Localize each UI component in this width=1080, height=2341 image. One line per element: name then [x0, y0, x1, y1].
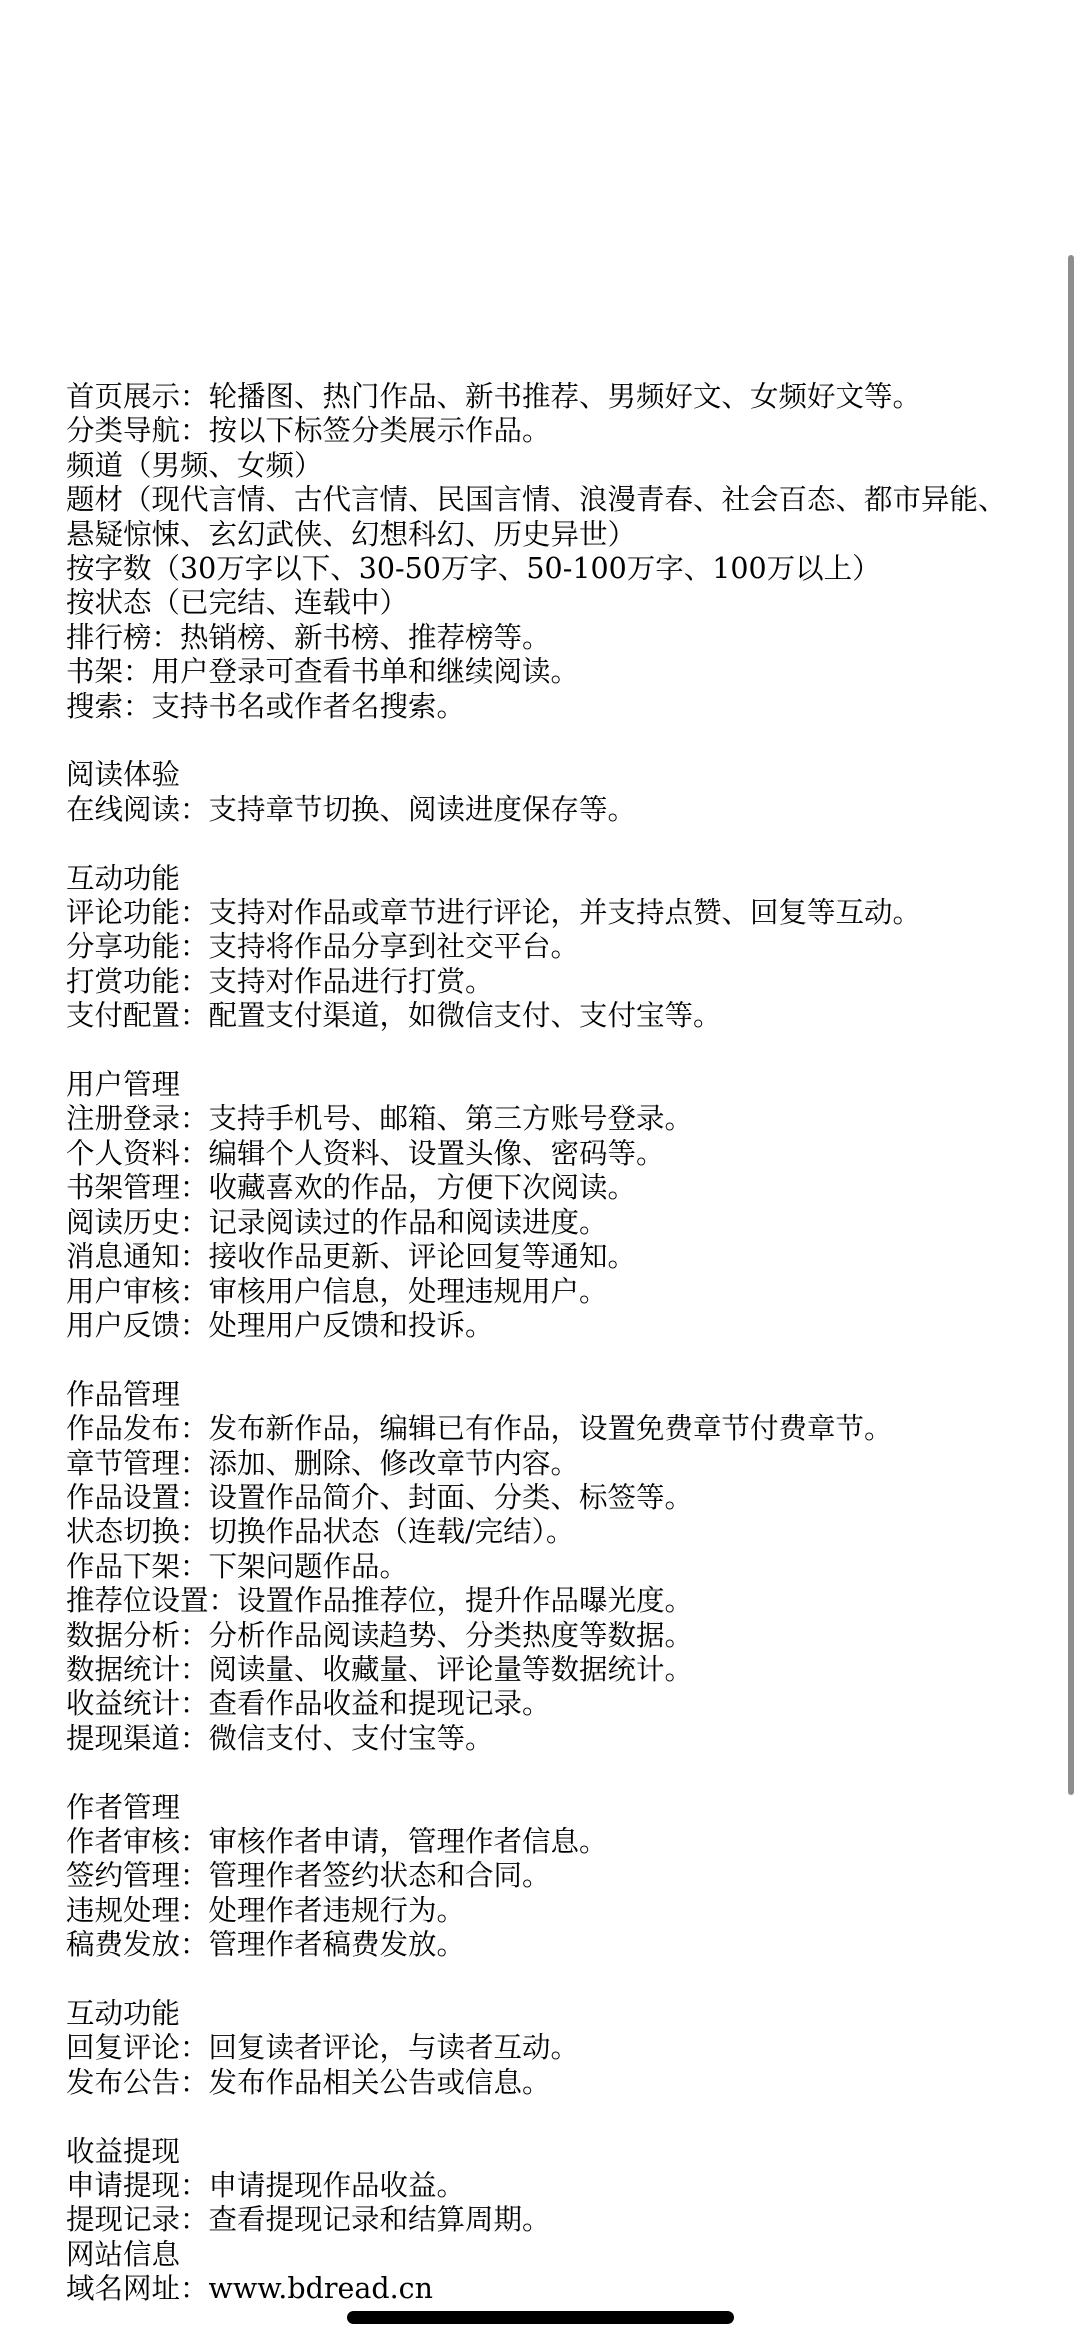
section-user-management [66, 1068, 1026, 1343]
text-line: 首页展示：轮播图、热门作品、新书推荐、男频好文、女频好文等。 [66, 380, 922, 413]
website-url: 域名网址：www.bdread.cn [66, 2272, 433, 2306]
vertical-scrollbar[interactable] [1068, 255, 1074, 1795]
text-line: 评论功能：支持对作品或章节进行评论，并支持点赞、回复等互动。 [66, 896, 922, 930]
text-line: 发布公告：发布作品相关公告或信息。 [66, 2065, 551, 2099]
section-author-management [66, 1791, 1026, 1963]
text-line: 打赏功能：支持对作品进行打赏。 [66, 964, 494, 998]
text-line: 频道（男频、女频） [66, 448, 323, 482]
text-line: 消息通知：接收作品更新、评论回复等通知。 [66, 1240, 637, 1274]
paragraph-gap [66, 2100, 1026, 2134]
text-line: 书架：用户登录可查看书单和继续阅读。 [66, 655, 580, 689]
text-line: 提现渠道：微信支付、支付宝等。 [66, 1721, 494, 1755]
document-body [66, 380, 1026, 2307]
home-indicator[interactable] [347, 2311, 734, 2324]
text-line: 章节管理：添加、删除、修改章节内容。 [66, 1446, 580, 1480]
text-line: 题材（现代言情、古代言情、民国言情、浪漫青春、社会百态、都市异能、悬疑惊悚、玄幻武侠、幻想科幻、历史异世） [66, 483, 1007, 551]
text-line: 数据统计：阅读量、收藏量、评论量等数据统计。 [66, 1652, 694, 1686]
paragraph-gap [66, 1343, 1026, 1377]
text-line: 书架管理：收藏喜欢的作品，方便下次阅读。 [66, 1171, 637, 1205]
text-line: 作品设置：设置作品简介、封面、分类、标签等。 [66, 1480, 694, 1514]
text-line: 稿费发放：管理作者稿费发放。 [66, 1928, 466, 1962]
paragraph-gap [66, 1756, 1026, 1790]
text-line: 回复评论：回复读者评论，与读者互动。 [66, 2031, 580, 2065]
section-work-management [66, 1378, 1026, 1756]
section-withdrawal [66, 2135, 1026, 2307]
section-heading: 作者管理 [66, 1790, 181, 1824]
text-line: 提现记录：查看提现记录和结算周期。 [66, 2203, 551, 2237]
text-line: 注册登录：支持手机号、邮箱、第三方账号登录。 [66, 1102, 694, 1136]
text-line: 排行榜：热销榜、新书榜、推荐榜等。 [66, 620, 551, 654]
section-overview [66, 380, 1026, 724]
section-author-interaction [66, 1997, 1026, 2100]
text-line: 用户反馈：处理用户反馈和投诉。 [66, 1308, 494, 1342]
text-line: 分类导航：按以下标签分类展示作品。 [66, 414, 551, 448]
section-heading: 作品管理 [66, 1377, 181, 1411]
paragraph-gap [66, 1963, 1026, 1997]
section-heading: 互动功能 [66, 861, 181, 895]
section-heading: 互动功能 [66, 1997, 181, 2030]
text-line: 申请提现：申请提现作品收益。 [66, 2169, 466, 2203]
text-line: 收益统计：查看作品收益和提现记录。 [66, 1687, 551, 1721]
text-line: 按字数（30万字以下、30-50万字、50-100万字、100万以上） [66, 552, 881, 586]
text-line: 用户审核：审核用户信息，处理违规用户。 [66, 1274, 608, 1308]
text-line: 推荐位设置：设置作品推荐位，提升作品曝光度。 [66, 1584, 694, 1618]
section-reading [66, 758, 1026, 827]
text-line: 网站信息 [66, 2237, 181, 2271]
text-line: 作品发布：发布新作品，编辑已有作品，设置免费章节付费章节。 [66, 1412, 893, 1446]
text-line: 违规处理：处理作者违规行为。 [66, 1893, 466, 1927]
text-line: 支付配置：配置支付渠道，如微信支付、支付宝等。 [66, 999, 722, 1033]
text-line: 签约管理：管理作者签约状态和合同。 [66, 1859, 551, 1893]
section-interaction [66, 862, 1026, 1034]
section-heading: 用户管理 [66, 1068, 181, 1102]
paragraph-gap [66, 827, 1026, 861]
text-line: 分享功能：支持将作品分享到社交平台。 [66, 930, 580, 964]
text-line: 个人资料：编辑个人资料、设置头像、密码等。 [66, 1136, 665, 1170]
paragraph-gap [66, 724, 1026, 758]
text-line: 在线阅读：支持章节切换、阅读进度保存等。 [66, 792, 637, 826]
text-line: 搜索：支持书名或作者名搜索。 [66, 689, 466, 723]
text-line: 按状态（已完结、连载中） [66, 586, 409, 620]
text-line: 作者审核：审核作者申请，管理作者信息。 [66, 1824, 608, 1858]
text-line: 作品下架：下架问题作品。 [66, 1549, 409, 1583]
text-line: 数据分析：分析作品阅读趋势、分类热度等数据。 [66, 1618, 694, 1652]
paragraph-gap [66, 1034, 1026, 1068]
section-heading: 收益提现 [66, 2134, 181, 2168]
section-heading: 阅读体验 [66, 758, 181, 792]
text-line: 状态切换：切换作品状态（连载/完结）。 [66, 1515, 575, 1549]
text-line: 阅读历史：记录阅读过的作品和阅读进度。 [66, 1205, 608, 1239]
